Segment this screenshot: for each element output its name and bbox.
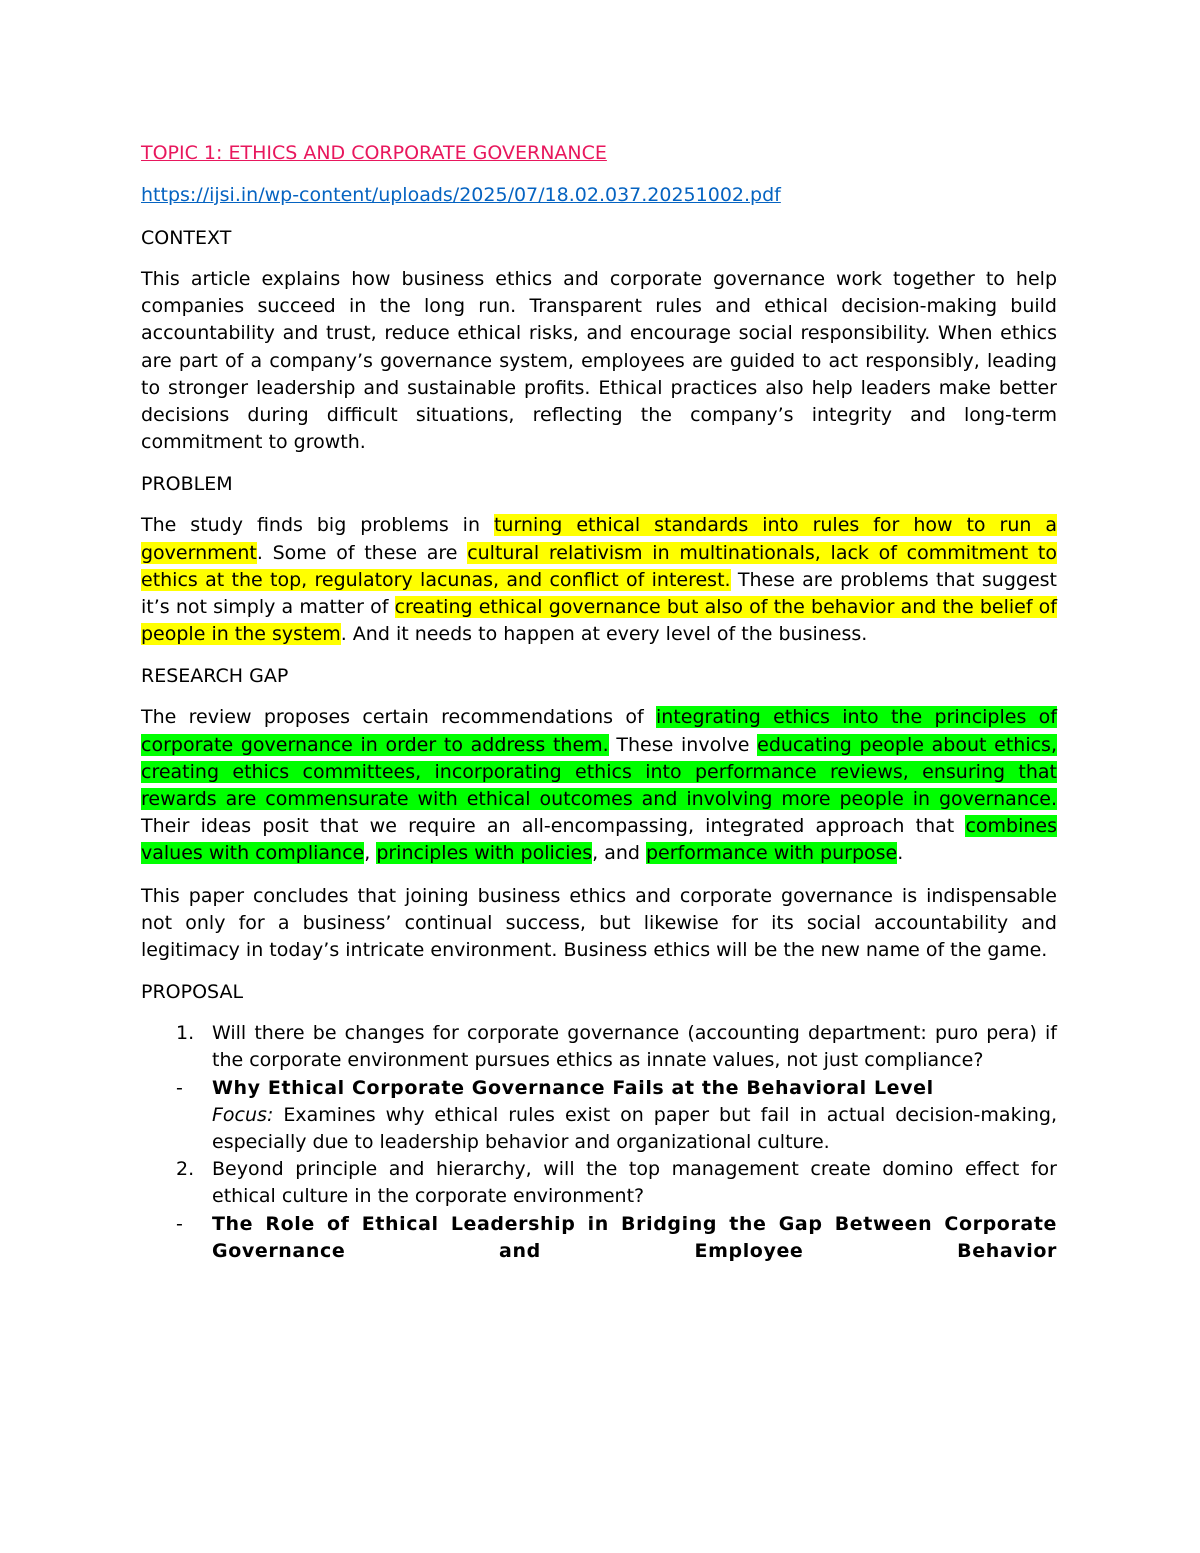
source-link[interactable]: https://ijsi.in/wp-content/uploads/2025/07/18.02.037.20251002.pdf <box>141 184 781 206</box>
proposal-list <box>141 1020 1057 1265</box>
problem-text-2: . Some of these are <box>256 541 468 564</box>
gap-highlight-1: integrating ethics into the principles of corporate governance in order to address them. <box>141 706 1057 756</box>
document-title: TOPIC 1: ETHICS AND CORPORATE GOVERNANCE <box>141 142 607 164</box>
proposal-question-1-text: Will there be changes for corporate governance (accounting department: puro pera) if the corporate environment pursues ethics as innate values, not just compliance? <box>212 1022 1057 1072</box>
conclusion-paragraph: This paper concludes that joining business ethics and corporate governance is indispensable not only for a business’ continual success, but likewise for its social accountability and legitimacy in today’s intricate environment. Business ethics will be the new name of the game. <box>141 884 1057 962</box>
gap-text-6: . <box>897 842 904 865</box>
focus-text: Examines why ethical rules exist on paper but fail in actual decision-making, especially due to leadership behavior and organizational culture. <box>212 1103 1057 1154</box>
research-gap-paragraph <box>141 704 1057 867</box>
problem-paragraph <box>141 512 1057 648</box>
proposal-question-2-text: Beyond principle and hierarchy, will the top management create domino effect for ethical culture in the corporate environment? <box>212 1158 1057 1208</box>
proposal-direction-2 <box>141 1211 1057 1265</box>
list-marker-1: 1. <box>176 1022 195 1045</box>
problem-text-4: . And it needs to happen at every level of the business. <box>340 623 868 646</box>
gap-text-3: Their ideas posit that we require an all-encompassing, integrated approach that <box>141 815 966 838</box>
document-page <box>141 140 1057 1265</box>
context-heading: CONTEXT <box>141 227 232 249</box>
focus-label: Focus: <box>212 1103 274 1126</box>
problem-heading: PROBLEM <box>141 473 233 496</box>
gap-highlight-3: combines values with compliance <box>141 815 1057 865</box>
problem-highlight-1: turning ethical standards into rules for how to run a government <box>141 514 1058 564</box>
gap-text-4: , <box>364 842 377 865</box>
proposal-direction-2-title: The Role of Ethical Leadership in Bridging the Gap Between Corporate Governance and Employee Behavior <box>212 1212 1057 1262</box>
problem-highlight-3: creating ethical governance but also of the behavior and the belief of people in the system <box>141 596 1057 646</box>
gap-highlight-4: principles with policies <box>376 842 593 865</box>
gap-text-2: These involve <box>608 733 758 756</box>
gap-highlight-2: educating people about ethics, creating ethics committees, incorporating ethics into performance reviews, ensuring that rewards are commensurate with ethical outcomes and involving more people in governance. <box>141 733 1058 811</box>
proposal-direction-1 <box>141 1075 1057 1157</box>
proposal-heading: PROPOSAL <box>141 981 244 1004</box>
gap-highlight-5: performance with purpose <box>645 842 898 865</box>
list-dash-1: - <box>176 1076 183 1099</box>
list-dash-2: - <box>176 1212 183 1235</box>
proposal-direction-1-title: Why Ethical Corporate Governance Fails at the Behavioral Level <box>212 1076 934 1099</box>
list-marker-2: 2. <box>176 1158 195 1181</box>
proposal-question-1 <box>141 1020 1057 1074</box>
proposal-question-2 <box>141 1156 1057 1210</box>
problem-highlight-2: cultural relativism in multinationals, lack of commitment to ethics at the top, regulatory lacunas, and conflict of interest. <box>141 541 1057 591</box>
research-gap-heading: RESEARCH GAP <box>141 665 289 688</box>
gap-text-5: , and <box>592 842 646 865</box>
problem-text-1: The study finds big problems in <box>141 514 494 537</box>
problem-text-3: These are problems that suggest it’s not simply a matter of <box>141 568 1057 619</box>
context-paragraph: This article explains how business ethics and corporate governance work together to help companies succeed in the long run. Transparent rules and ethical decision-making build accountability and trust, reduce ethical risks, and encourage social responsibility. When ethics are part of a company’s governance system, employees are guided to act responsibly, leading to stronger leadership and sustainable profits. Ethical practices also help leaders make better decisions during difficult situations, reflecting the company’s integrity and long-term commitment to growth. <box>141 268 1057 454</box>
gap-text-1: The review proposes certain recommendations of <box>141 706 656 729</box>
